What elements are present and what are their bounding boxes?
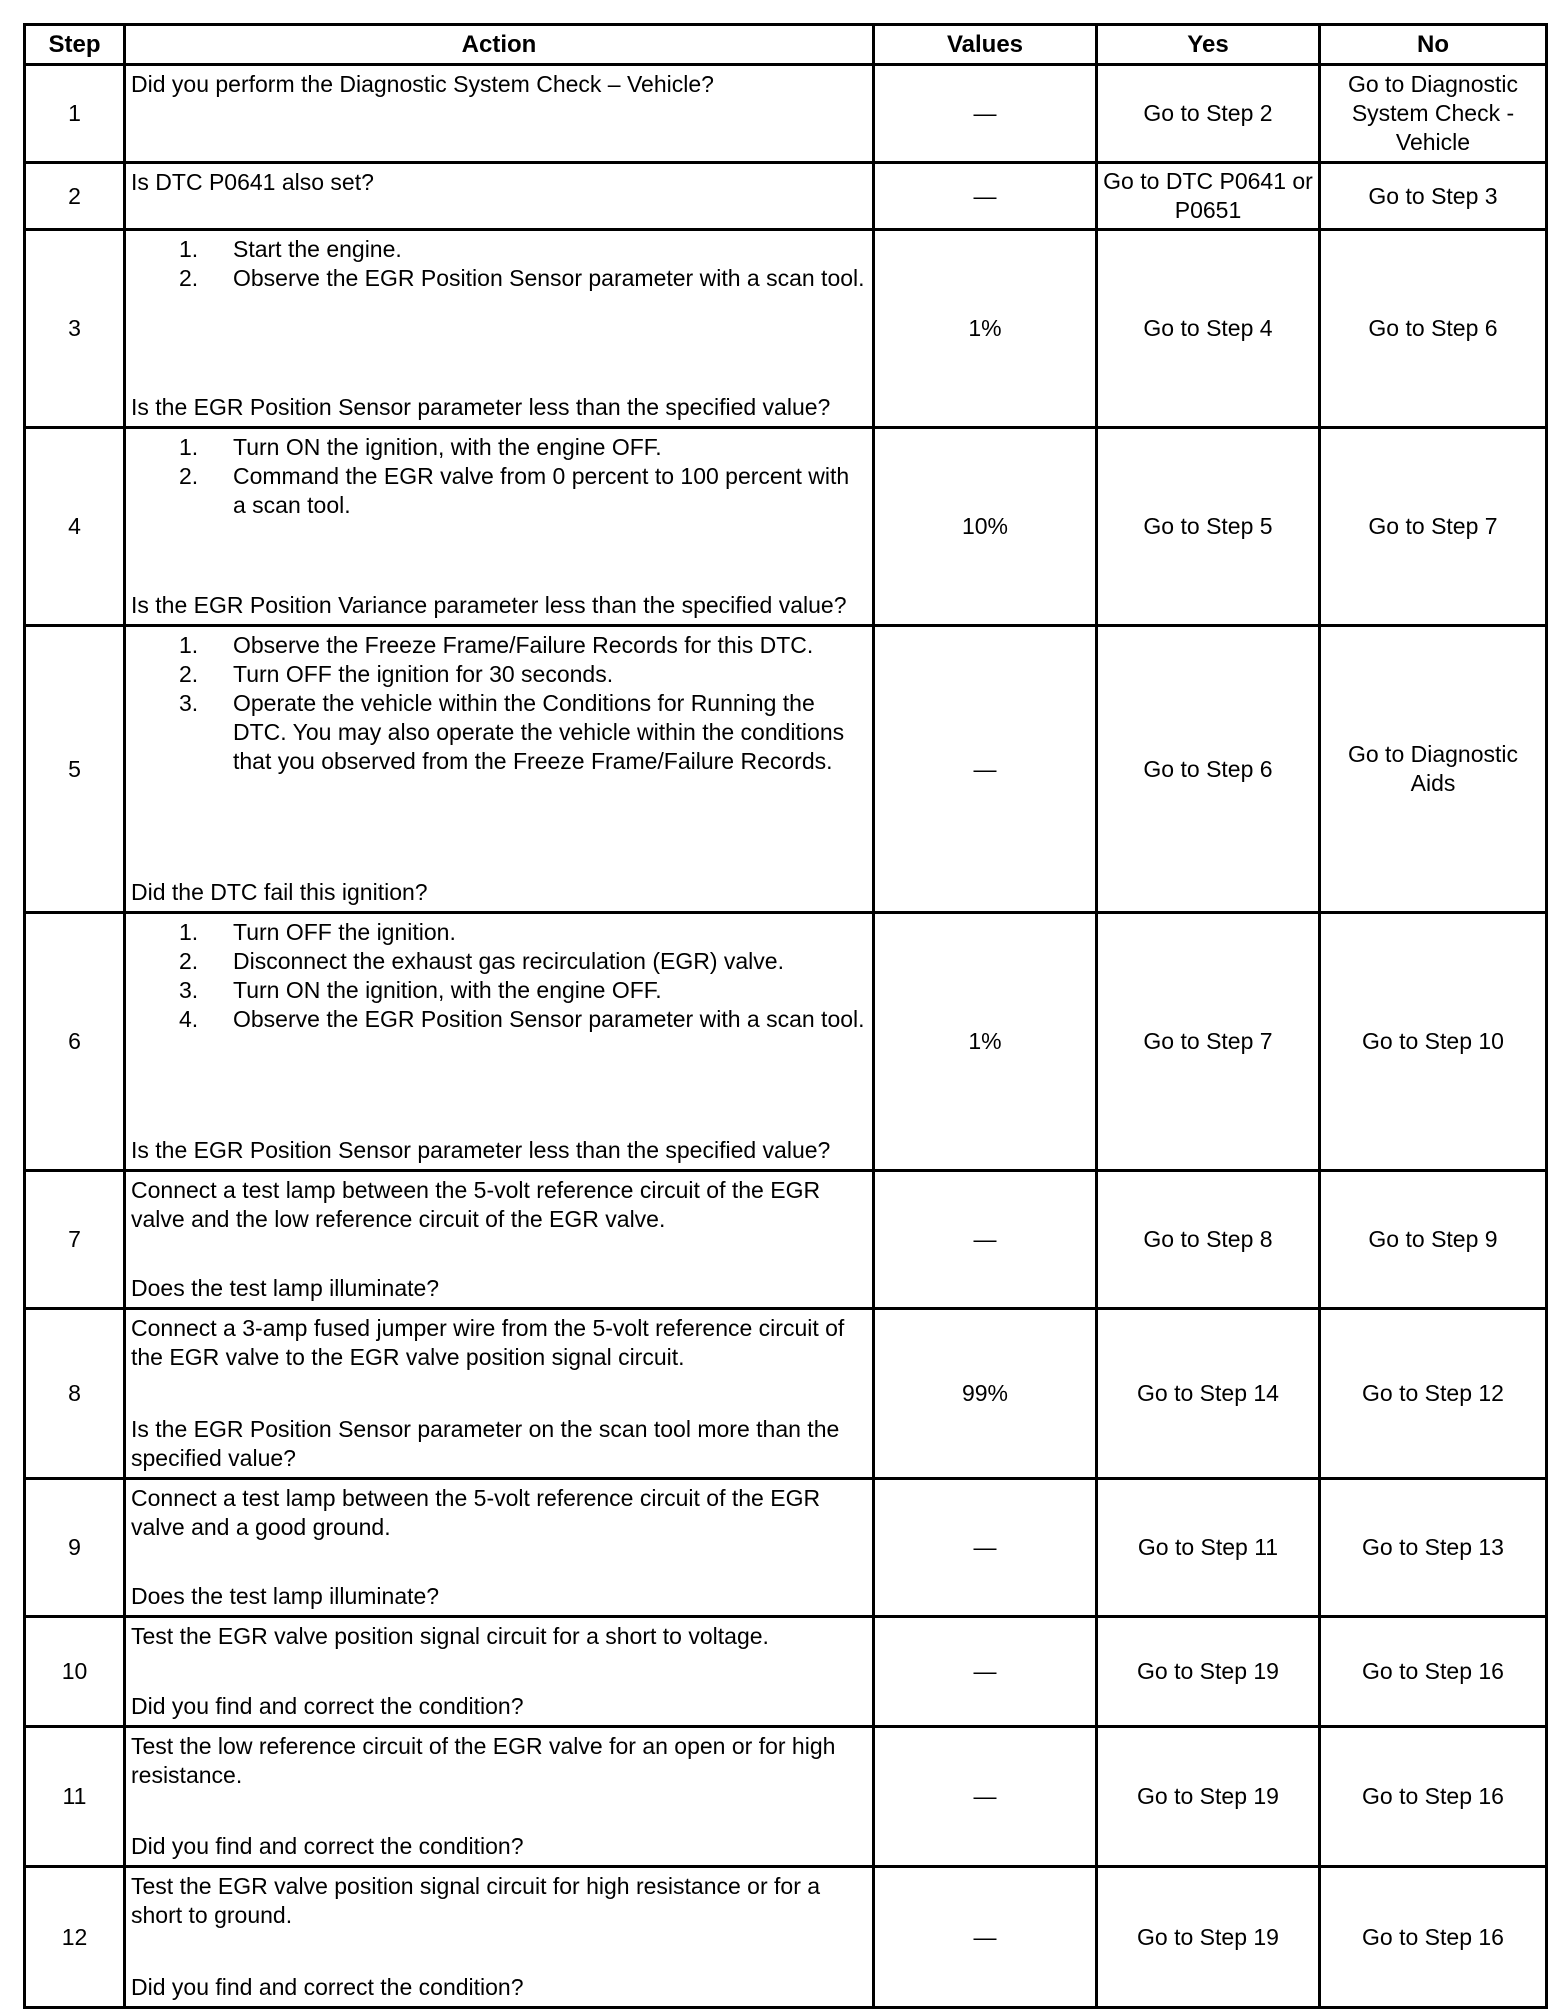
table-row [25, 1727, 1547, 1867]
step-number: 2. [179, 661, 199, 687]
step-text: Turn OFF the ignition. [233, 919, 456, 945]
yes-cell: Go to Step 11 [1097, 1479, 1320, 1617]
action-cell [125, 1867, 874, 2008]
step-number-cell: 6 [25, 913, 125, 1171]
action-text: Connect a test lamp between the 5-volt reference circuit of the EGR valve and a good ground. [131, 1485, 821, 1540]
step-number: 1. [179, 434, 199, 460]
action-steps [131, 918, 867, 1034]
action-question: Is the EGR Position Variance parameter less than the specified value? [131, 592, 847, 618]
step-number: 1. [179, 632, 199, 658]
list-item [131, 631, 867, 660]
step-text: Operate the vehicle within the Conditions for Running the DTC. You may also operate the vehicle within the conditions that you observed from the Freeze Frame/Failure Records. [233, 690, 845, 774]
yes-cell: Go to Step 4 [1097, 230, 1320, 428]
action-question: Did the DTC fail this ignition? [131, 879, 428, 905]
value-cell: 1% [874, 230, 1097, 428]
action-text: Test the low reference circuit of the EGR valve for an open or for high resistance. [131, 1733, 836, 1788]
step-text: Observe the EGR Position Sensor parameter with a scan tool. [233, 1006, 865, 1032]
table-row [25, 1171, 1547, 1309]
yes-cell: Go to Step 19 [1097, 1867, 1320, 2008]
list-item [131, 462, 867, 520]
value-cell: — [874, 1479, 1097, 1617]
no-cell: Go to Step 6 [1320, 230, 1547, 428]
action-cell [125, 1727, 874, 1867]
yes-cell: Go to Step 2 [1097, 65, 1320, 163]
step-number-cell: 2 [25, 163, 125, 230]
action-question: Is the EGR Position Sensor parameter less than the specified value? [131, 1137, 831, 1163]
value-cell: 1% [874, 913, 1097, 1171]
step-number-cell: 8 [25, 1309, 125, 1479]
list-item [131, 689, 867, 776]
step-number-cell: 7 [25, 1171, 125, 1309]
action-text: Test the EGR valve position signal circuit for high resistance or for a short to ground. [131, 1873, 821, 1928]
step-text: Disconnect the exhaust gas recirculation (EGR) valve. [233, 948, 784, 974]
value-cell: — [874, 626, 1097, 913]
step-text: Command the EGR valve from 0 percent to 100 percent with a scan tool. [233, 463, 850, 518]
no-cell: Go to Step 16 [1320, 1867, 1547, 2008]
action-text: Did you perform the Diagnostic System Check – Vehicle? [131, 71, 714, 97]
action-cell [125, 913, 874, 1171]
action-text: Is DTC P0641 also set? [131, 169, 374, 195]
action-steps [131, 631, 867, 776]
action-text: Connect a 3-amp fused jumper wire from the 5-volt reference circuit of the EGR valve to the EGR valve position signal circuit. [131, 1315, 845, 1370]
action-cell [125, 626, 874, 913]
step-number-cell: 4 [25, 428, 125, 626]
no-cell: Go to Step 13 [1320, 1479, 1547, 1617]
list-item [131, 660, 867, 689]
yes-cell: Go to Step 14 [1097, 1309, 1320, 1479]
list-item [131, 235, 867, 264]
yes-cell: Go to Step 5 [1097, 428, 1320, 626]
step-text: Turn OFF the ignition for 30 seconds. [233, 661, 614, 687]
table-row [25, 230, 1547, 428]
value-cell: — [874, 1171, 1097, 1309]
action-cell [125, 1617, 874, 1727]
step-number: 4. [179, 1006, 199, 1032]
action-cell [125, 1479, 874, 1617]
value-cell: 10% [874, 428, 1097, 626]
list-item [131, 1005, 867, 1034]
action-question: Did you find and correct the condition? [131, 1974, 524, 2000]
action-cell [125, 1171, 874, 1309]
step-number-cell: 10 [25, 1617, 125, 1727]
header-values: Values [874, 25, 1097, 65]
list-item [131, 947, 867, 976]
table-row [25, 163, 1547, 230]
action-cell [125, 230, 874, 428]
yes-cell: Go to Step 6 [1097, 626, 1320, 913]
step-text: Observe the Freeze Frame/Failure Records for this DTC. [233, 632, 814, 658]
step-number-cell: 3 [25, 230, 125, 428]
action-question: Is the EGR Position Sensor parameter less than the specified value? [131, 394, 831, 420]
list-item [131, 918, 867, 947]
no-cell: Go to Diagnostic Aids [1320, 626, 1547, 913]
list-item [131, 433, 867, 462]
value-cell: — [874, 1867, 1097, 2008]
step-number: 2. [179, 948, 199, 974]
action-steps [131, 433, 867, 520]
step-number-cell: 1 [25, 65, 125, 163]
header-row [25, 25, 1547, 65]
step-number: 3. [179, 977, 199, 1003]
value-cell: 99% [874, 1309, 1097, 1479]
no-cell: Go to Step 16 [1320, 1727, 1547, 1867]
yes-cell: Go to Step 7 [1097, 913, 1320, 1171]
action-question: Does the test lamp illuminate? [131, 1583, 440, 1609]
step-number: 1. [179, 919, 199, 945]
table-row [25, 428, 1547, 626]
no-cell: Go to Step 16 [1320, 1617, 1547, 1727]
table-row [25, 1309, 1547, 1479]
value-cell: — [874, 65, 1097, 163]
list-item [131, 264, 867, 293]
action-cell [125, 65, 874, 163]
table-row [25, 65, 1547, 163]
table-row [25, 913, 1547, 1171]
yes-cell: Go to DTC P0641 or P0651 [1097, 163, 1320, 230]
no-cell: Go to Step 10 [1320, 913, 1547, 1171]
action-question: Did you find and correct the condition? [131, 1833, 524, 1859]
step-text: Turn ON the ignition, with the engine OFF. [233, 434, 662, 460]
table-row [25, 1867, 1547, 2008]
no-cell: Go to Diagnostic System Check - Vehicle [1320, 65, 1547, 163]
value-cell: — [874, 163, 1097, 230]
action-steps [131, 235, 867, 293]
no-cell: Go to Step 12 [1320, 1309, 1547, 1479]
step-number: 2. [179, 265, 199, 291]
step-number: 3. [179, 690, 199, 716]
yes-cell: Go to Step 19 [1097, 1727, 1320, 1867]
header-action: Action [125, 25, 874, 65]
step-number-cell: 9 [25, 1479, 125, 1617]
list-item [131, 976, 867, 1005]
header-no: No [1320, 25, 1547, 65]
action-text: Test the EGR valve position signal circuit for a short to voltage. [131, 1623, 769, 1649]
header-step: Step [25, 25, 125, 65]
no-cell: Go to Step 9 [1320, 1171, 1547, 1309]
step-text: Turn ON the ignition, with the engine OFF. [233, 977, 662, 1003]
action-text: Connect a test lamp between the 5-volt reference circuit of the EGR valve and the low reference circuit of the EGR valve. [131, 1177, 821, 1232]
action-question: Did you find and correct the condition? [131, 1693, 524, 1719]
value-cell: — [874, 1727, 1097, 1867]
action-question: Is the EGR Position Sensor parameter on the scan tool more than the specified value? [131, 1416, 840, 1471]
action-cell [125, 1309, 874, 1479]
table-row [25, 1617, 1547, 1727]
action-cell [125, 163, 874, 230]
yes-cell: Go to Step 19 [1097, 1617, 1320, 1727]
step-number-cell: 11 [25, 1727, 125, 1867]
action-question: Does the test lamp illuminate? [131, 1275, 440, 1301]
step-number: 2. [179, 463, 199, 489]
table-body [25, 65, 1547, 2008]
table-row [25, 1479, 1547, 1617]
value-cell: — [874, 1617, 1097, 1727]
action-cell [125, 428, 874, 626]
no-cell: Go to Step 3 [1320, 163, 1547, 230]
diagnostic-table [23, 23, 1548, 2009]
step-number-cell: 12 [25, 1867, 125, 2008]
header-yes: Yes [1097, 25, 1320, 65]
no-cell: Go to Step 7 [1320, 428, 1547, 626]
step-text: Observe the EGR Position Sensor parameter with a scan tool. [233, 265, 865, 291]
step-number-cell: 5 [25, 626, 125, 913]
yes-cell: Go to Step 8 [1097, 1171, 1320, 1309]
step-text: Start the engine. [233, 236, 402, 262]
table-row [25, 626, 1547, 913]
step-number: 1. [179, 236, 199, 262]
